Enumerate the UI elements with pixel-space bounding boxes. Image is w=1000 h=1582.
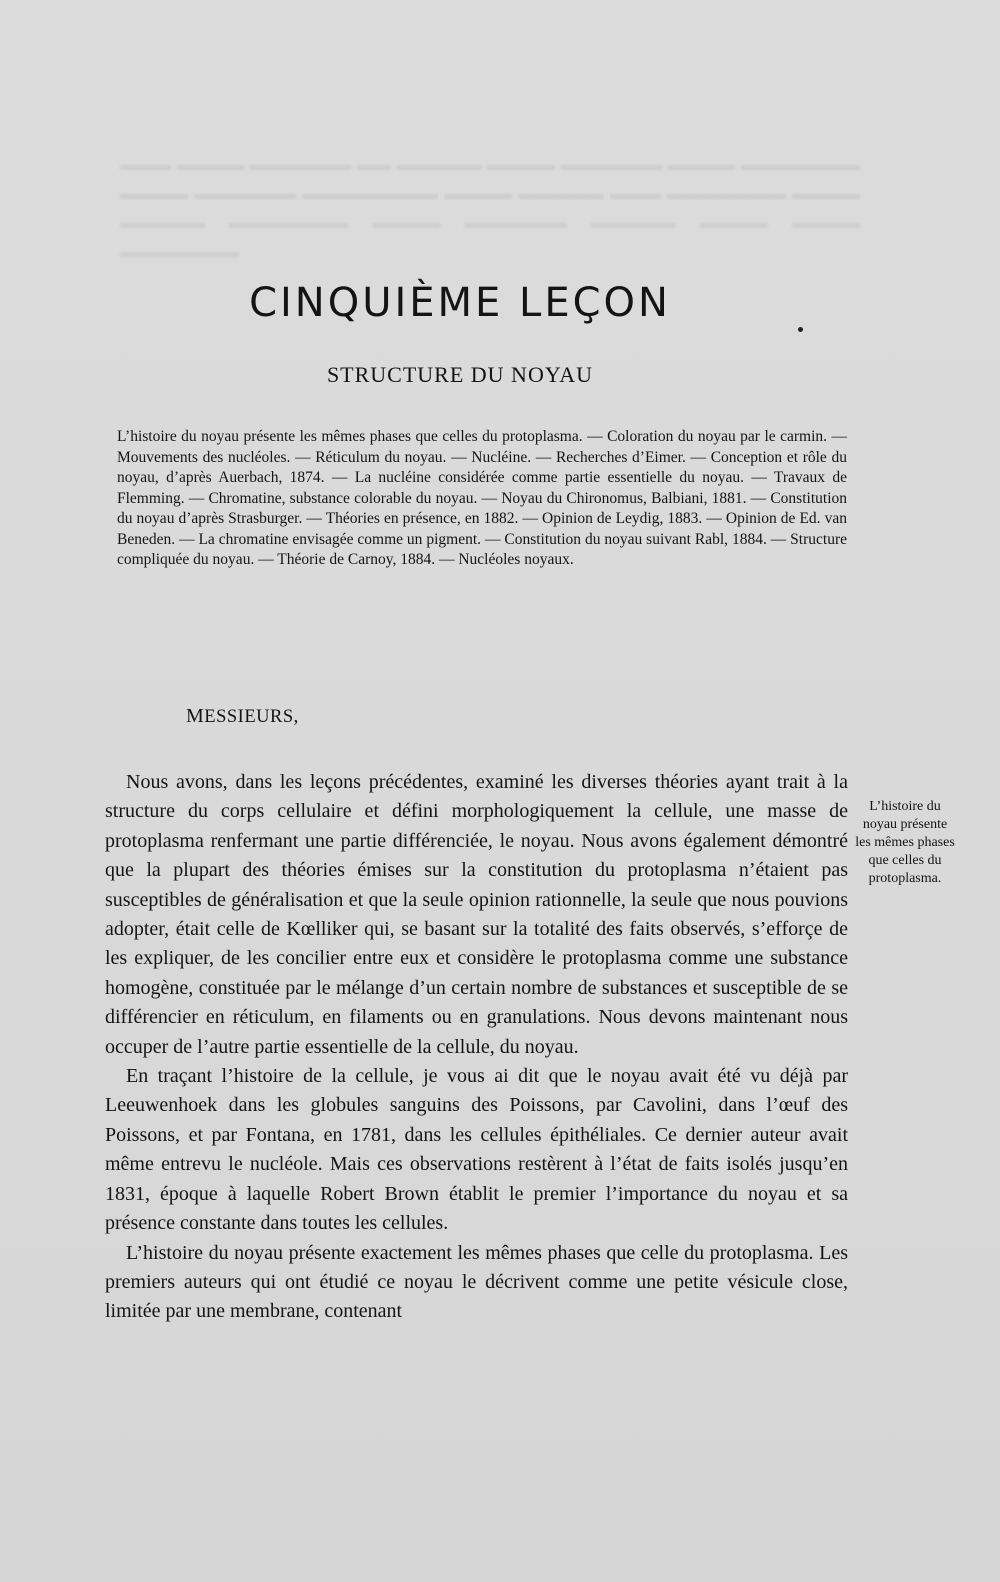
paragraph-1: Nous avons, dans les leçons précédentes, examiné les diverses théories ayant trait à la structure du corps cellulaire et défini morphologiquement la cellule, une masse de protoplasma renfermant une partie différenciée, le noyau. Nous avons également démontré que la plupart des théories émises sur la constitution du protoplasma n’étaient pas susceptibles de généralisation et que la seule opinion rationnelle, la seule que nous pouvions adopter, était celle de Kœlliker qui, se basant sur la totalité des faits observés, s’efforçe de les expliquer, de les concilier entre eux et considère le protoplasma comme une substance homogène, constituée par le mélange d’un certain nombre de substances et susceptible de se différencier en réticulum, en filaments ou en granulations. Nous devons maintenant nous occuper de l’autre partie essentielle de la cellule, du noyau.: [105, 771, 848, 1058]
salutation-initial: M: [186, 705, 205, 727]
body-text: [105, 768, 848, 1327]
margin-note: L’histoire du noyau présente les mêmes phases que celles du protoplasma.: [855, 799, 955, 886]
paragraph-2: En traçant l’histoire de la cellule, je vous ai dit que le noyau avait été vu déjà par Leeuwenhoek dans les globules sanguins des Poissons, par Cavolini, dans l’œuf des Poissons, et par Fontana, en 1781, dans les cellules épithéliales. Ce dernier auteur avait même entrevu le nucléole. Mais ces observations restèrent à l’état de faits isolés jusqu’en 1831, époque à laquelle Robert Brown établit le premier l’importance du noyau et sa présence constante dans toutes les cellules.: [105, 1065, 848, 1235]
lecture-title: CINQUIÈME LEÇON: [249, 280, 671, 326]
chapter-summary: L’histoire du noyau présente les mêmes phases que celles du protoplasma. — Coloration du noyau par le carmin. — Mouvements des nucléoles. — Réticulum du noyau. — Nucléine. — Recherches d’Eimer. — Conception et rôle du noyau, d’après Auerbach, 1874. — La nucléine considérée comme partie essentielle du noyau. — Travaux de Flemming. — Chromatine, substance colorable du noyau. — Noyau du Chironomus, Balbiani, 1881. — Constitution du noyau d’après Strasburger. — Théories en présence, en 1882. — Opinion de Leydig, 1883. — Opinion de Ed. van Beneden. — La chromatine envisagée comme un pigment. — Constitution du noyau suivant Rabl, 1884. — Structure compliquée du noyau. — Théorie de Carnoy, 1884. — Nucléoles noyaux.: [117, 428, 847, 568]
salutation: [186, 705, 299, 728]
show-through-text: ▬▬▬ ▬▬▬▬ ▬▬▬▬▬▬ ▬▬ ▬▬▬▬▬ ▬▬▬▬ ▬▬▬▬▬▬ ▬▬▬▬ ▬▬▬▬▬▬▬ ▬▬▬▬ ▬▬▬▬▬▬ ▬▬▬▬▬▬▬▬ ▬▬▬▬ ▬▬▬▬▬ ▬▬▬ ▬▬▬▬▬▬▬ ▬▬▬▬ ▬▬▬▬▬ ▬▬▬▬▬▬▬ ▬▬▬▬ ▬▬▬▬▬▬ ▬▬▬▬▬ ▬▬▬▬ ▬▬▬▬ ▬▬▬▬▬▬▬: [120, 155, 860, 261]
ink-dot: [798, 327, 803, 332]
lecture-subtitle: STRUCTURE DU NOYAU: [326, 362, 594, 387]
paragraph-3: L’histoire du noyau présente exactement les mêmes phases que celle du protoplasma. Les premiers auteurs qui ont étudié ce noyau le décrivent comme une petite vésicule close, limitée par une membrane, contenant: [105, 1241, 848, 1323]
salutation-rest: ESSIEURS,: [204, 707, 299, 727]
